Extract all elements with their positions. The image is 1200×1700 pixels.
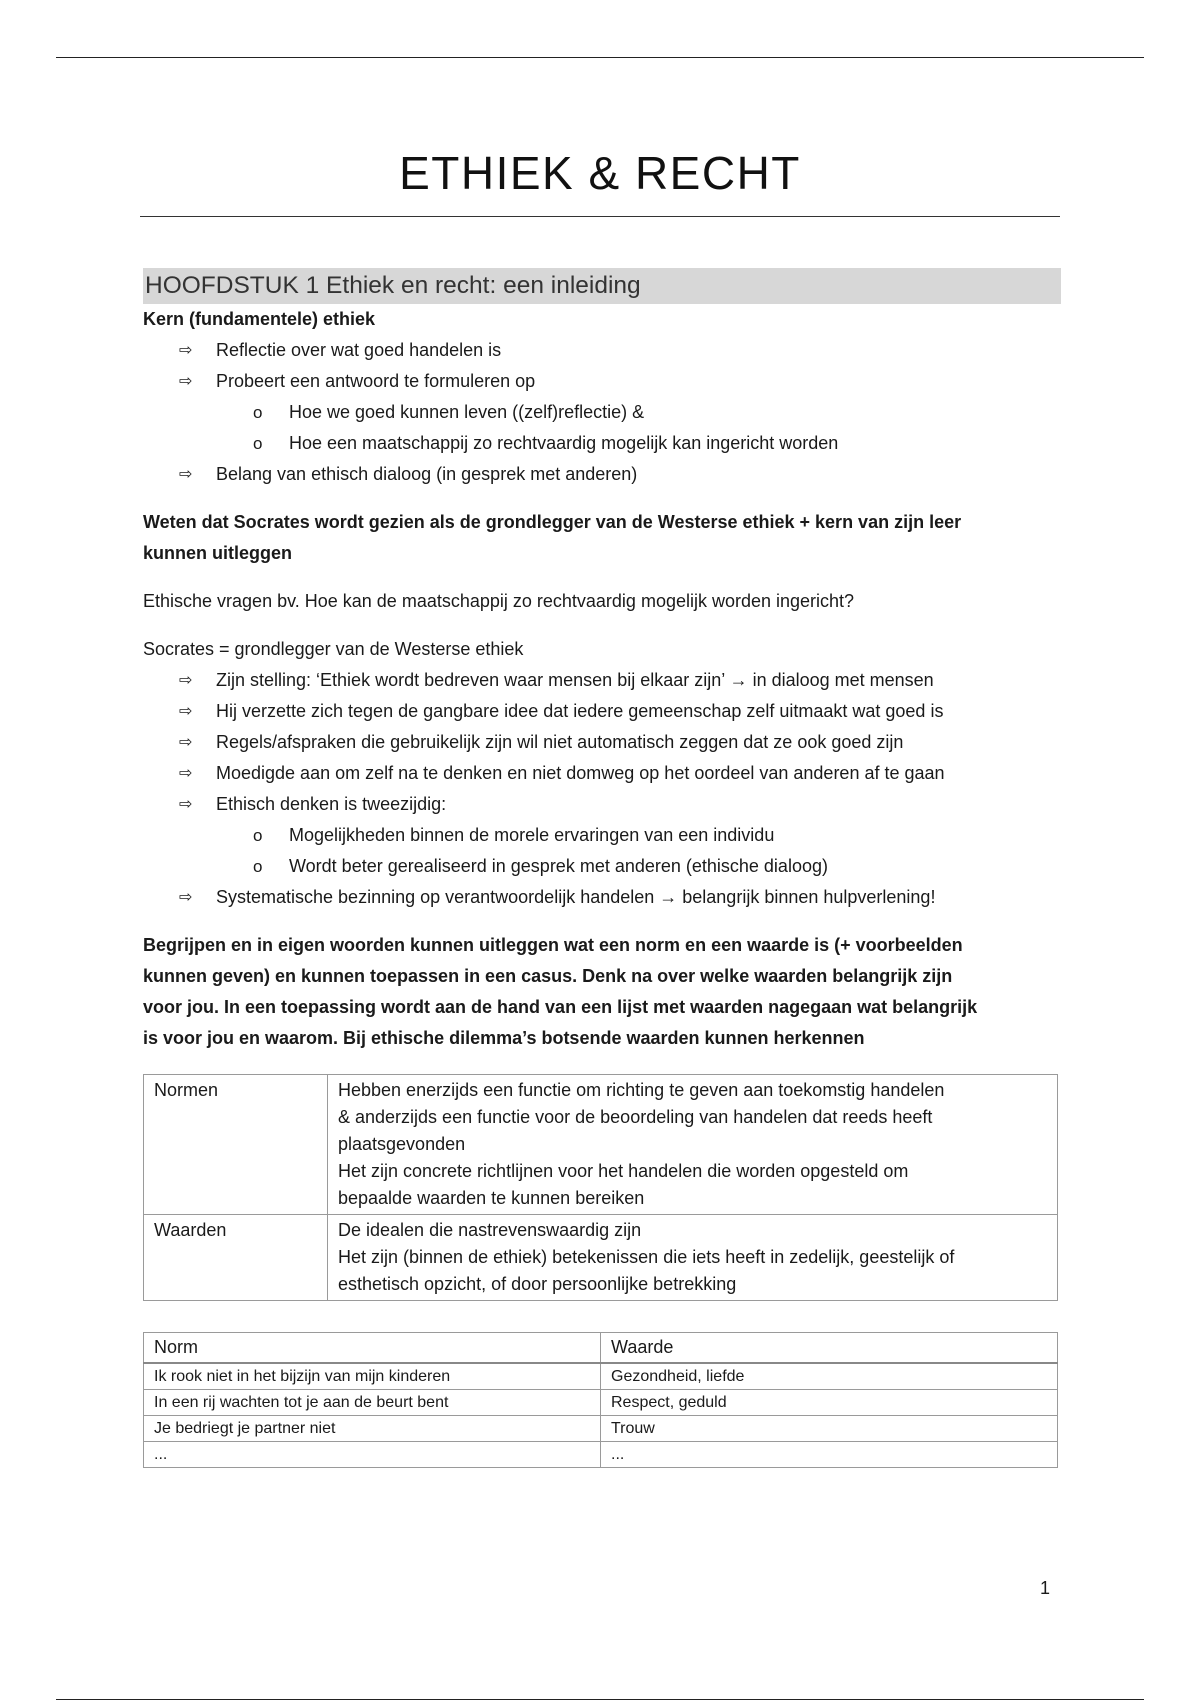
circle-bullet-icon: o [253, 434, 263, 453]
list-item: ⇨ Reflectie over wat goed handelen is [143, 335, 1061, 366]
table-row [144, 1442, 1058, 1468]
section-heading-norm-waarde: Begrijpen en in eigen woorden kunnen uitleggen wat een norm en een waarde is (+ voorbeelden kunnen geven) en kunnen toepassen in een casus. Denk na over welke waarden belangrijk zijn voor jou. In een toepassing wordt aan de hand van een lijst met waarden nagegaan wat belangrijk is voor jou en waarom. Bij ethische dilemma’s botsende waarden kunnen herkennen [143, 935, 978, 1048]
list-item: ⇨ Ethisch denken is tweezijdig: [143, 789, 1061, 820]
sub-list-item: o Hoe we goed kunnen leven ((zelf)reflectie) & [143, 397, 1061, 428]
chapter-heading: HOOFDSTUK 1 Ethiek en recht: een inleiding [143, 268, 1061, 304]
column-header-norm: Norm [144, 1333, 601, 1364]
waarde-cell: Respect, geduld [601, 1390, 1058, 1416]
section-heading-socrates: Weten dat Socrates wordt gezien als de grondlegger van de Westerse ethiek + kern van zijn leer kunnen uitleggen [143, 512, 962, 563]
table-row [144, 1390, 1058, 1416]
section-heading-kern: Kern (fundamentele) ethiek [143, 309, 376, 329]
list-item: ⇨ Probeert een antwoord te formuleren op [143, 366, 1061, 397]
list-item: ⇨ Zijn stelling: ‘Ethiek wordt bedreven waar mensen bij elkaar zijn’ → in dialoog met mensen [143, 665, 1061, 696]
definition-cell: Hebben enerzijds een functie om richting te geven aan toekomstig handelen & anderzijds een functie voor de beoordeling van handelen dat reeds heeft plaatsgevonden Het zijn concrete richtlijnen voor het handelen die worden opgesteld om bepaalde waarden te kunnen bereiken [328, 1075, 1058, 1215]
waarde-cell: Trouw [601, 1416, 1058, 1442]
arrow-bullet-icon: ⇨ [179, 466, 193, 483]
top-border-line [56, 57, 1144, 58]
norm-cell: Je bedriegt je partner niet [144, 1416, 601, 1442]
table-row [144, 1215, 1058, 1301]
examples-table [143, 1332, 1058, 1468]
arrow-bullet-icon: ⇨ [179, 703, 193, 720]
circle-bullet-icon: o [253, 826, 263, 845]
arrow-bullet-icon: ⇨ [179, 765, 193, 782]
circle-bullet-icon: o [253, 403, 263, 422]
list-item: ⇨ Hij verzette zich tegen de gangbare idee dat iedere gemeenschap zelf uitmaakt wat goed is [143, 696, 1061, 727]
definitions-table [143, 1074, 1058, 1301]
norm-cell: Ik rook niet in het bijzijn van mijn kinderen [144, 1363, 601, 1390]
socrates-list [143, 665, 1061, 913]
title-underline [140, 216, 1060, 217]
document-title: ETHIEK & RECHT [399, 147, 801, 199]
kern-list [143, 335, 1061, 490]
norm-cell: In een rij wachten tot je aan de beurt bent [144, 1390, 601, 1416]
waarde-cell: ... [601, 1442, 1058, 1468]
page-number: 1 [1040, 1578, 1051, 1598]
sub-list-item: o Hoe een maatschappij zo rechtvaardig mogelijk kan ingericht worden [143, 428, 1061, 459]
list-item: ⇨ Systematische bezinning op verantwoordelijk handelen → belangrijk binnen hulpverlening! [143, 882, 1061, 913]
arrow-bullet-icon: ⇨ [179, 796, 193, 813]
arrow-bullet-icon: ⇨ [179, 734, 193, 751]
list-item: ⇨ Regels/afspraken die gebruikelijk zijn wil niet automatisch zeggen dat ze ook goed zijn [143, 727, 1061, 758]
page-content [143, 268, 1061, 1468]
circle-bullet-icon: o [253, 857, 263, 876]
ethical-questions-text: Ethische vragen bv. Hoe kan de maatschappij zo rechtvaardig mogelijk worden ingericht? [143, 591, 855, 611]
arrow-bullet-icon: ⇨ [179, 889, 193, 906]
table-header-row [144, 1333, 1058, 1364]
sub-list-item: o Wordt beter gerealiseerd in gesprek met anderen (ethische dialoog) [143, 851, 1061, 882]
table-row [144, 1075, 1058, 1215]
column-header-waarde: Waarde [601, 1333, 1058, 1364]
arrow-bullet-icon: ⇨ [179, 373, 193, 390]
term-cell: Normen [144, 1075, 328, 1215]
table-row [144, 1416, 1058, 1442]
sub-list-item: o Mogelijkheden binnen de morele ervaringen van een individu [143, 820, 1061, 851]
list-item: ⇨ Belang van ethisch dialoog (in gesprek met anderen) [143, 459, 1061, 490]
table-row [144, 1363, 1058, 1390]
waarde-cell: Gezondheid, liefde [601, 1363, 1058, 1390]
socrates-intro-text: Socrates = grondlegger van de Westerse ethiek [143, 639, 524, 659]
term-cell: Waarden [144, 1215, 328, 1301]
definition-cell: De idealen die nastrevenswaardig zijn Het zijn (binnen de ethiek) betekenissen die iets heeft in zedelijk, geestelijk of esthetisch opzicht, of door persoonlijke betrekking [328, 1215, 1058, 1301]
arrow-bullet-icon: ⇨ [179, 672, 193, 689]
norm-cell: ... [144, 1442, 601, 1468]
list-item: ⇨ Moedigde aan om zelf na te denken en niet domweg op het oordeel van anderen af te gaan [143, 758, 1061, 789]
arrow-bullet-icon: ⇨ [179, 342, 193, 359]
